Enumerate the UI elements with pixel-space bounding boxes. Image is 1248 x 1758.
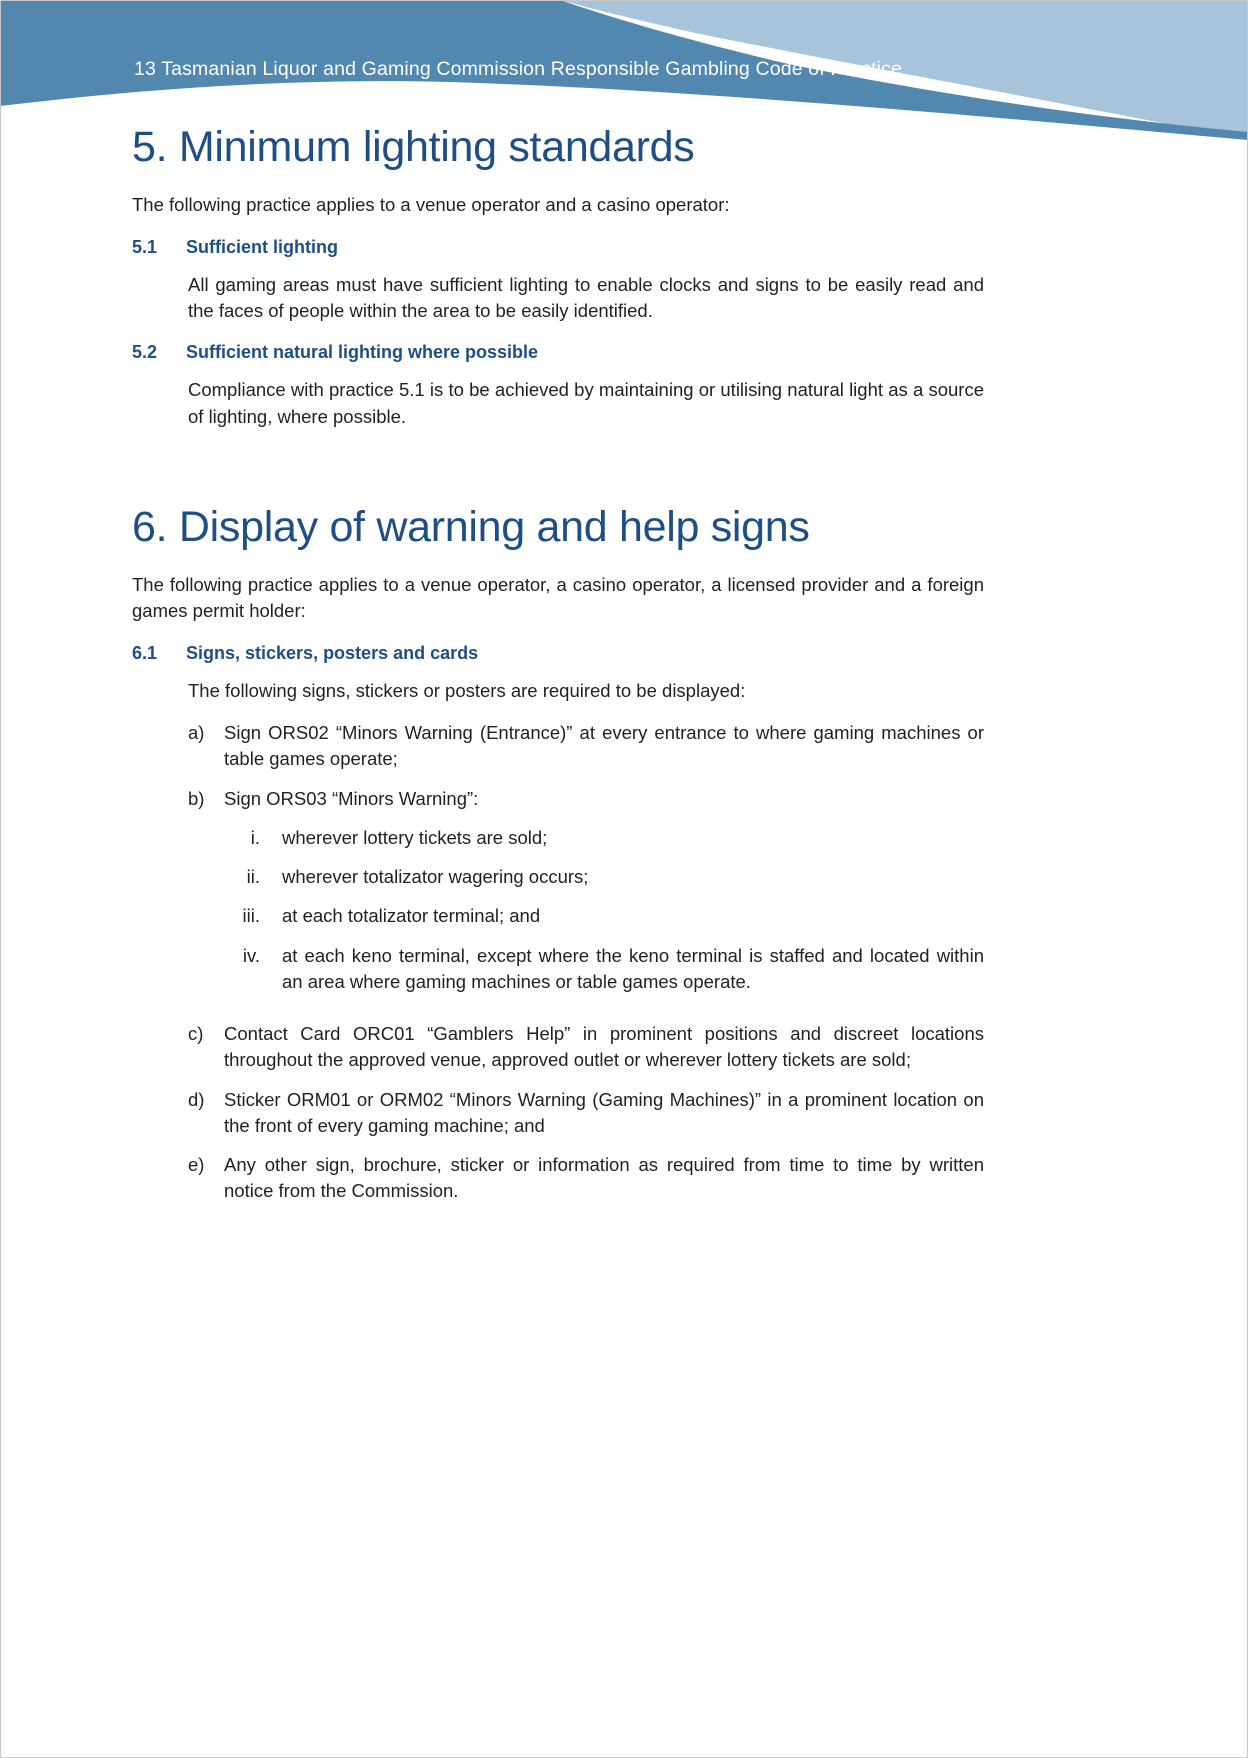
list-item-sublist xyxy=(224,825,984,995)
sublist-item-marker: iii. xyxy=(242,905,260,927)
list-item-marker: c) xyxy=(188,1023,204,1045)
section-5-intro: The following practice applies to a venue operator and a casino operator: xyxy=(132,194,730,216)
sublist-item-marker: ii. xyxy=(246,866,260,888)
section-spacer xyxy=(132,430,984,504)
sublist-item xyxy=(224,943,984,996)
sublist-item-text: at each totalizator terminal; and xyxy=(282,905,541,927)
clause-5-1-heading xyxy=(132,237,984,258)
running-header-title: 13 Tasmanian Liquor and Gaming Commission Responsible Gambling Code of Practice xyxy=(134,58,903,80)
list-item-text: Contact Card ORC01 “Gamblers Help” in prominent positions and discreet locations throughout the approved venue, approved outlet or wherever lottery tickets are sold; xyxy=(224,1023,984,1071)
clause-6-1-lead-in: The following signs, stickers or posters are required to be displayed: xyxy=(188,679,746,701)
sublist-item-text: wherever totalizator wagering occurs; xyxy=(282,866,589,888)
sublist-item-text: at each keno terminal, except where the keno terminal is staffed and located within an area where gaming machines or table games operate. xyxy=(282,944,984,992)
clause-6-1-label: Signs, stickers, posters and cards xyxy=(186,642,479,663)
list-item-text xyxy=(224,786,984,1009)
sublist-item-text: wherever lottery tickets are sold; xyxy=(282,826,548,848)
list-item-marker: b) xyxy=(188,787,205,809)
sublist-item xyxy=(224,825,984,851)
clause-5-2-body: Compliance with practice 5.1 is to be achieved by maintaining or utilising natural light as a source of lighting, where possible. xyxy=(188,379,984,427)
list-item-marker: a) xyxy=(188,722,205,743)
sublist-item xyxy=(224,864,984,890)
clause-5-2-label: Sufficient natural lighting where possible xyxy=(186,342,539,363)
sublist-item xyxy=(224,903,984,929)
clause-5-1-body: All gaming areas must have sufficient lighting to enable clocks and signs to be easily read and the faces of people within the area to be easily identified. xyxy=(188,273,984,321)
list-item-label: Sign ORS03 “Minors Warning”: xyxy=(224,787,479,809)
clause-5-2-heading xyxy=(132,342,984,363)
clause-6-1-list xyxy=(188,720,984,1205)
section-6-title: 6. Display of warning and help signs xyxy=(132,502,810,551)
clause-5-1-label: Sufficient lighting xyxy=(186,236,338,257)
list-item-text: Sticker ORM01 or ORM02 “Minors Warning (Gaming Machines)” in a prominent location on the front of every gaming machine; and xyxy=(224,1088,984,1136)
list-item xyxy=(188,1087,984,1140)
list-item xyxy=(188,720,984,773)
clause-5-2-number: 5.2 xyxy=(132,342,158,363)
section-6-intro: The following practice applies to a venue operator, a casino operator, a licensed provider and a foreign games permit holder: xyxy=(132,574,984,622)
page-content xyxy=(132,124,984,1218)
sublist-item-marker: i. xyxy=(250,826,260,848)
clause-6-1-number: 6.1 xyxy=(132,642,158,663)
clause-5-1-number: 5.1 xyxy=(132,236,158,257)
list-item xyxy=(188,1152,984,1205)
section-5-title: 5. Minimum lighting standards xyxy=(132,123,695,171)
list-item-marker: e) xyxy=(188,1154,205,1176)
list-item-marker: d) xyxy=(188,1088,205,1110)
clause-6-1-heading xyxy=(132,643,984,664)
list-item xyxy=(188,786,984,1009)
sublist-item-marker: iv. xyxy=(242,944,260,966)
list-item xyxy=(188,1021,984,1074)
list-item-text: Sign ORS02 “Minors Warning (Entrance)” at every entrance to where gaming machines or table games operate; xyxy=(224,722,984,770)
list-item-text: Any other sign, brochure, sticker or information as required from time to time by written notice from the Commission. xyxy=(224,1154,984,1202)
